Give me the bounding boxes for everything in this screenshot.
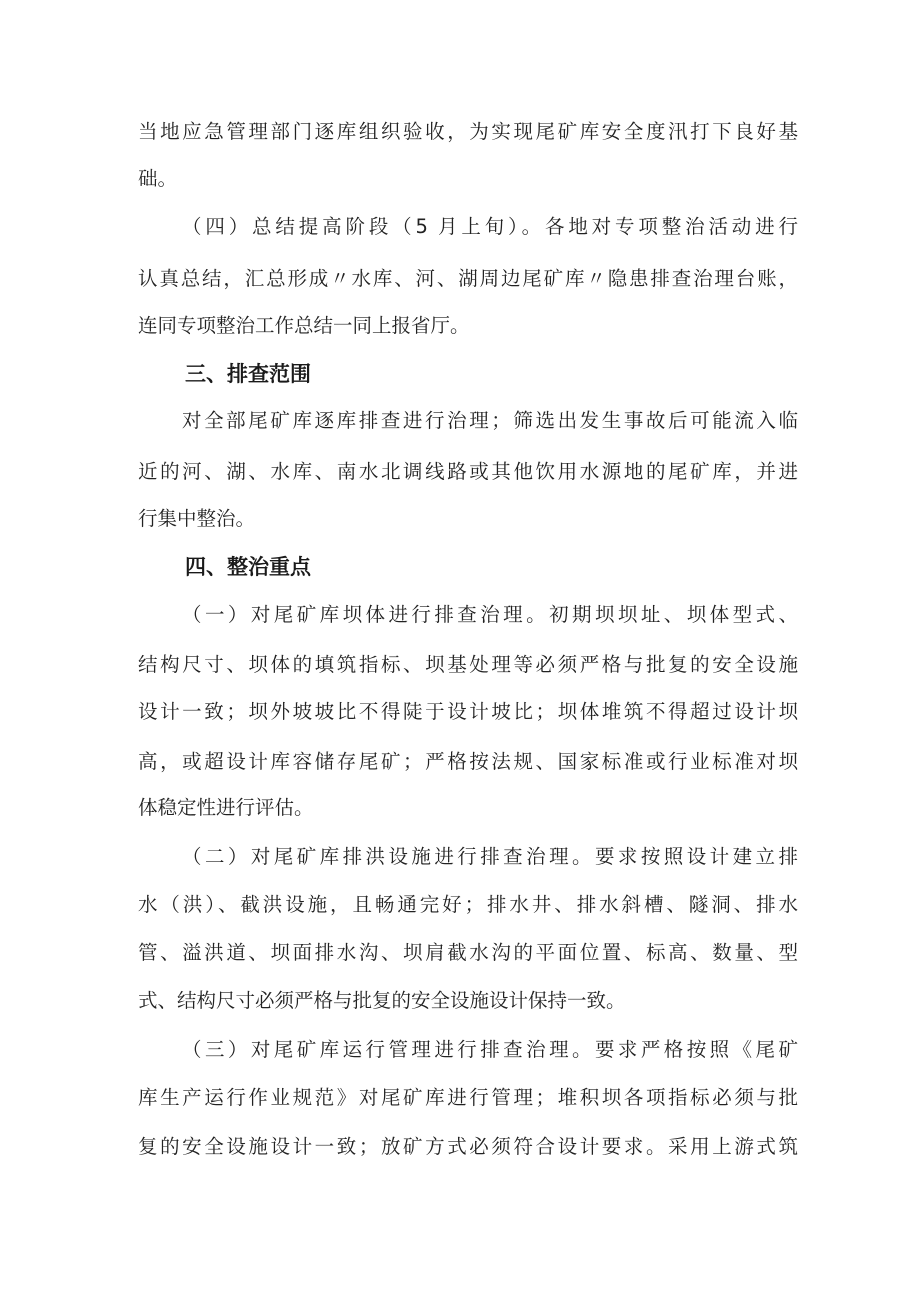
paragraph-5-line-1: （二）对尾矿库排洪设施进行排查治理。要求按照设计建立排	[182, 845, 798, 868]
section-heading-3: 三、排查范围	[185, 362, 311, 386]
paragraph-4-line-5: 体稳定性进行评估。	[138, 796, 314, 819]
section-heading-4: 四、整治重点	[185, 555, 311, 579]
paragraph-3-line-3: 行集中整治。	[138, 507, 256, 530]
paragraph-1-line-2: 础。	[138, 167, 178, 190]
paragraph-2-line-1: （四）总结提高阶段（5 月上旬）。各地对专项整治活动进行	[182, 215, 798, 238]
paragraph-3-line-1: 对全部尾矿库逐库排查进行治理；筛选出发生事故后可能流入临	[182, 409, 798, 432]
paragraph-6-line-1: （三）对尾矿库运行管理进行排查治理。要求严格按照《尾矿	[182, 1038, 798, 1061]
paragraph-5-line-4: 式、结构尺寸必须严格与批复的安全设施设计保持一致。	[138, 989, 626, 1012]
paragraph-3-line-2: 近的河、湖、水库、南水北调线路或其他饮用水源地的尾矿库，并进	[138, 460, 798, 483]
paragraph-6-line-2: 库生产运行作业规范》对尾矿库进行管理；堆积坝各项指标必须与批	[138, 1086, 798, 1109]
paragraph-2-line-2: 认真总结，汇总形成〃水库、河、湖周边尾矿库〃隐患排查治理台账，	[138, 267, 798, 290]
paragraph-4-line-4: 高，或超设计库容储存尾矿；严格按法规、国家标准或行业标准对坝	[138, 750, 798, 773]
paragraph-2-line-3: 连同专项整治工作总结一同上报省厅。	[138, 314, 470, 337]
paragraph-4-line-3: 设计一致；坝外坡坡比不得陡于设计坡比；坝体堆筑不得超过设计坝	[138, 700, 798, 723]
paragraph-4-line-1: （一）对尾矿库坝体进行排查治理。初期坝坝址、坝体型式、	[182, 603, 798, 626]
paragraph-4-line-2: 结构尺寸、坝体的填筑指标、坝基处理等必须严格与批复的安全设施	[138, 653, 798, 676]
paragraph-6-line-3: 复的安全设施设计一致；放矿方式必须符合设计要求。采用上游式筑	[138, 1135, 798, 1158]
paragraph-5-line-2: 水（洪）、截洪设施，且畅通完好；排水井、排水斜槽、隧洞、排水	[138, 893, 798, 916]
paragraph-1-line-1: 当地应急管理部门逐库组织验收，为实现尾矿库安全度汛打下良好基	[138, 120, 798, 143]
paragraph-5-line-3: 管、溢洪道、坝面排水沟、坝肩截水沟的平面位置、标高、数量、型	[138, 941, 798, 964]
